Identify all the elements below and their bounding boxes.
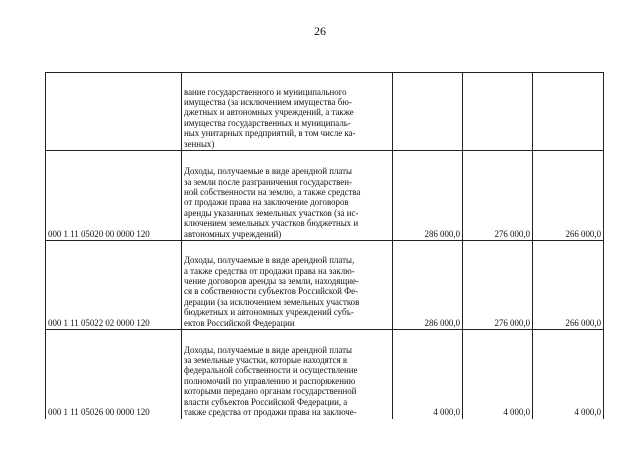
amount-year-3-cell: 4 000,0 xyxy=(533,330,604,419)
amount-year-2-cell: 276 000,0 xyxy=(463,241,533,330)
amount-year-2-cell: 276 000,0 xyxy=(463,151,533,241)
description-line: зенных) xyxy=(184,138,215,149)
description-line: власти субъектов Российской Федерации, а xyxy=(184,396,348,407)
description-line: от продажи права на заключение договоров xyxy=(184,197,349,208)
description-line: а также средства от продажи права на заклю- xyxy=(184,265,355,276)
description-line: имущества государственных и муниципаль- xyxy=(184,117,351,128)
description-line: ключением земельных участков бюджетных и xyxy=(184,218,359,229)
table-row xyxy=(46,151,604,241)
description-line: вание государственного и муниципального xyxy=(184,86,347,97)
description-line: федеральной собственности и осуществление xyxy=(184,365,358,376)
amount-year-1-cell: 286 000,0 xyxy=(393,151,463,241)
description-line: которыми передано органам государственной xyxy=(184,386,357,397)
table-row xyxy=(46,241,604,330)
description-cell xyxy=(182,330,393,419)
budget-code-cell: 000 1 11 05022 02 0000 120 xyxy=(46,241,182,330)
table-row xyxy=(46,330,604,419)
table-row xyxy=(46,73,604,151)
budget-code-cell xyxy=(46,73,182,151)
page-number: 26 xyxy=(314,24,326,38)
description-cell xyxy=(182,73,393,151)
description-line: за земли после разграничения государствен- xyxy=(184,176,352,187)
description-line: чение договоров аренды за земли, находящие- xyxy=(184,275,359,286)
description-cell xyxy=(182,241,393,330)
description-line: ся в собственности субъектов Российской Фе- xyxy=(184,286,359,297)
description-line: ных унитарных предприятий, в том числе ка- xyxy=(184,128,356,139)
description-line: за земельные участки, которые находятся в xyxy=(184,355,348,366)
amount-year-2-cell: 4 000,0 xyxy=(463,330,533,419)
description-cell xyxy=(182,151,393,241)
amount-year-1-cell: 4 000,0 xyxy=(393,330,463,419)
budget-code-cell: 000 1 11 05026 00 0000 120 xyxy=(46,330,182,419)
amount-year-3-cell: 266 000,0 xyxy=(533,151,604,241)
description-line: Доходы, получаемые в виде арендной платы xyxy=(184,344,352,355)
budget-revenue-table xyxy=(45,72,604,419)
description-line: аренды указанных земельных участков (за ис- xyxy=(184,207,359,218)
amount-year-1-cell: 286 000,0 xyxy=(393,241,463,330)
description-line: дерации (за исключением земельных участков xyxy=(184,296,360,307)
amount-year-3-cell: 266 000,0 xyxy=(533,241,604,330)
description-line: имущества (за исключением имущества бю- xyxy=(184,96,352,107)
amount-year-1-cell xyxy=(393,73,463,151)
description-line: Доходы, получаемые в виде арендной платы xyxy=(184,166,352,177)
description-line: полномочий по управлению и распоряжению xyxy=(184,375,356,386)
amount-year-2-cell xyxy=(463,73,533,151)
amount-year-3-cell xyxy=(533,73,604,151)
description-line: ной собственности на землю, а также средства xyxy=(184,186,361,197)
description-line: автономных учреждений) xyxy=(184,228,282,239)
description-line: также средства от продажи права на заключе- xyxy=(184,407,357,418)
description-line: джетных и автономных учреждений, а также xyxy=(184,107,354,118)
description-line: Доходы, получаемые в виде арендной платы, xyxy=(184,255,355,266)
description-line: ектов Российской Федерации xyxy=(184,317,295,328)
description-line: бюджетных и автономных учреждений субъ- xyxy=(184,307,354,318)
budget-code-cell: 000 1 11 05020 00 0000 120 xyxy=(46,151,182,241)
